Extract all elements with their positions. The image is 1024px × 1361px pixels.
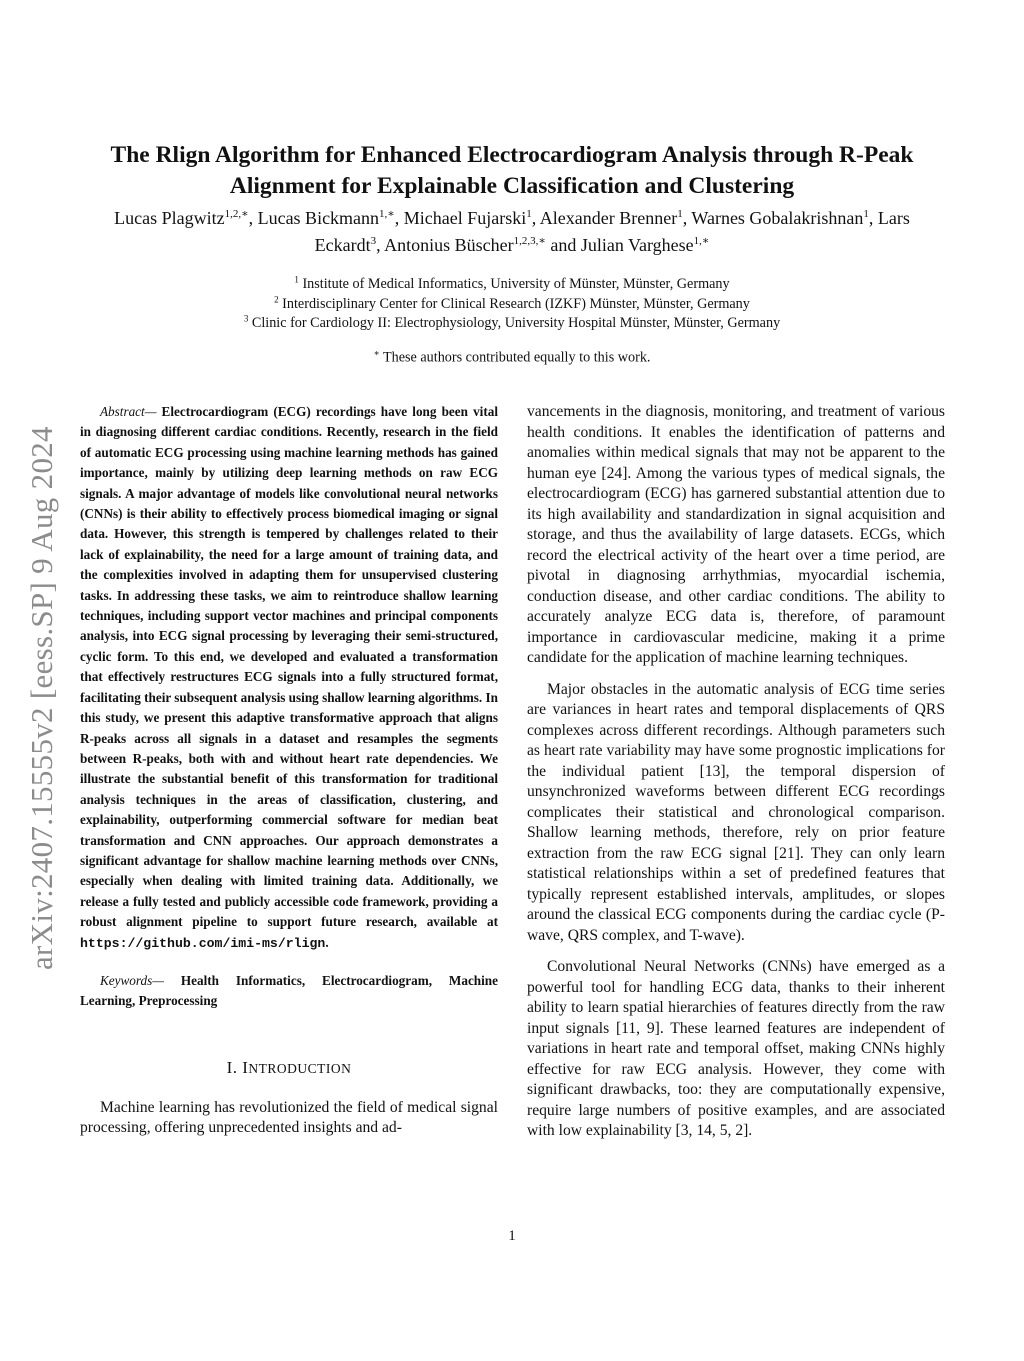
code-repository-link[interactable]: https://github.com/imi-ms/rlign — [80, 935, 326, 951]
abstract-label: Abstract— — [100, 404, 157, 419]
author: Lars Eckardt$^3$, — [314, 208, 910, 255]
intro-paragraph: vancements in the diagnosis, monitoring, and treatment of various health conditions. It enables the identification of patterns and anomalies within medical signals that may not be apparent to the human eye [24]. Among the various types of medical signals, the electrocardiogram (ECG) has garnered substantial attention due to its high availability and standardization in signal acquisition and storage, and thus the availability of large datasets. ECGs, which record the electrical activity of the heart over a time period, are pivotal in diagnosing arrhythmias, myocardial ischemia, conduction disease, and other cardiac conditions. The ability to accurately analyze ECG data is, therefore, of paramount importance in cardiovascular medicine, making it a prime candidate for the application of machine learning techniques. — [527, 403, 945, 666]
arxiv-identifier: arXiv:2407.15555v2 [eess.SP] 9 Aug 2024 — [24, 426, 59, 970]
author: Julian Varghese$^{1,∗}$ — [580, 235, 710, 255]
title-line-1: The Rlign Algorithm for Enhanced Electrocardiogram Analysis through R-Peak — [110, 142, 914, 168]
keywords — [80, 971, 498, 1012]
author: Lucas Bickmann$^{1,∗}$, — [257, 208, 404, 228]
author: Alexander Brenner$^1$, — [539, 208, 692, 228]
intro-paragraph: Major obstacles in the automatic analysis of ECG time series are variances in heart rates and temporal displacements of QRS complexes across different recordings. Although parameters such as heart rate variability may have some prognostic implications for the individual patient [13], the temporal dispersion of unsynchronized waveforms between different ECG recordings complicates their statistical and chronological comparison. Shallow learning methods, therefore, rely on prior feature extraction from the raw ECG signal [21]. They can only learn statistical relationships within a set of predefined features that typically represent established intervals, amplitudes, or slopes around the classical ECG components during the cardiac cycle (P-wave, QRS complex, and T-wave). — [527, 680, 945, 944]
intro-paragraph: Convolutional Neural Networks (CNNs) have emerged as a powerful tool for handling ECG data, thanks to their inherent ability to learn spatial hierarchies of features directly from the raw input signals [11, 9]. These learned features are independent of variations in heart rate and temporal offset, making CNNs highly effective for raw ECG analysis. However, they come with significant drawbacks, too: they are computationally expensive, require large numbers of positive examples, and are associated with low explainability [3, 14, 5, 2]. — [527, 958, 945, 1139]
author: Lucas Plagwitz$^{1,2,∗}$, — [114, 208, 258, 228]
author: Warnes Gobalakrishnan$^1$, — [691, 208, 878, 228]
page-number: 1 — [508, 1228, 516, 1244]
author: Michael Fujarski$^1$, — [403, 208, 540, 228]
abstract: Abstract— Electrocardiogram (ECG) recordings have long been vital in diagnosing different cardiac conditions. Recently, research in the field of automatic ECG processing using machine learning methods has gained importance, mainly by utilizing deep learning methods on raw ECG signals. A major advantage of models like convolutional neural networks (CNNs) is their ability to effectively process biomedical imaging or signal data. However, this strength is tempered by challenges related to their lack of explainability, the need for a large amount of training data, and the complexities involved in adapting them for unsupervised clustering tasks. In addressing these tasks, we aim to reintroduce shallow learning techniques, including support vector machines and principal components analysis, into ECG signal processing by leveraging their semi-structured, cyclic form. To this end, we developed and evaluated a transformation that effectively restructures ECG signals into a fully structured format, facilitating their subsequent analysis using shallow learning algorithms. In this study, we present this adaptive transformative approach that aligns R-peaks across all signals in a dataset and resamples the segments between R-peaks, both with and without heart rate dependencies. We illustrate the substantial benefit of this transformation for traditional analysis techniques in the areas of classification, clustering, and explainability, outperforming commercial software for median beat transformation and CNN approaches. Our approach demonstrates a significant advantage for shallow machine learning methods over CNNs, especially when dealing with limited training data. Additionally, we release a fully tested and publicly accessible code framework, providing a robust alignment pipeline to support future research, available at https://github.com/imi-ms/rlign. — [80, 404, 498, 951]
affiliation: $^1$ Institute of Medical Informatics, University of Münster, Münster, Germany — [294, 274, 730, 292]
section-heading: I. INTRODUCTION — [226, 1057, 352, 1077]
right-column — [527, 402, 945, 1142]
abstract-text: Electrocardiogram (ECG) recordings have long been vital in diagnosing different cardiac conditions. Recently, research in the field of automatic ECG processing using machine learning methods has gained importance, mainly by utilizing deep learning methods on raw ECG signals. A major advantage of models like convolutional neural networks (CNNs) is their ability to effectively process biomedical imaging or signal data. However, this strength is tempered by challenges related to their lack of explainability, the need for a large amount of training data, and the complexities involved in adapting them for unsupervised clustering tasks. In addressing these tasks, we aim to reintroduce shallow learning techniques, including support vector machines and principal components analysis, into ECG signal processing by leveraging their semi-structured, cyclic form. To this end, we developed and evaluated a transformation that effectively restructures ECG signals into a fully structured format, facilitating their subsequent analysis using shallow learning algorithms. In this study, we present this adaptive transformative approach that aligns R-peaks across all signals in a dataset and resamples the segments between R-peaks, both with and without heart rate dependencies. We illustrate the substantial benefit of this transformation for traditional analysis techniques in the areas of classification, clustering, and explainability, outperforming commercial software for median beat transformation and CNN approaches. Our approach demonstrates a significant advantage for shallow machine learning methods over CNNs, especially when dealing with limited training data. Additionally, we release a fully tested and publicly accessible code framework, providing a robust alignment pipeline to support future research, available at — [80, 404, 498, 930]
author-list — [100, 205, 924, 259]
affiliation: $^3$ Clinic for Cardiology II: Electrophysiology, University Hospital Münster, Münster, Germany — [243, 313, 781, 331]
author: Antonius Büscher$^{1,2,3,∗}$ and — [384, 235, 581, 255]
affiliation: $^2$ Interdisciplinary Center for Clinical Research (IZKF) Münster, Münster, Germany — [274, 293, 750, 312]
title-line-2: Alignment for Explainable Classification and Clustering — [229, 173, 795, 199]
equal-contribution-note: ∗ These authors contributed equally to this work. — [373, 348, 651, 366]
affiliation-list — [100, 275, 924, 334]
paper-title — [80, 140, 944, 202]
keywords-label: Keywords— — [100, 972, 164, 988]
intro-paragraph: Machine learning has revolutionized the field of medical signal processing, offering unprecedented insights and ad- — [80, 1098, 498, 1137]
keywords-text: Health Informatics, Electrocardiogram, Machine Learning, Preprocessing — [80, 972, 498, 1009]
left-column — [80, 402, 498, 1139]
